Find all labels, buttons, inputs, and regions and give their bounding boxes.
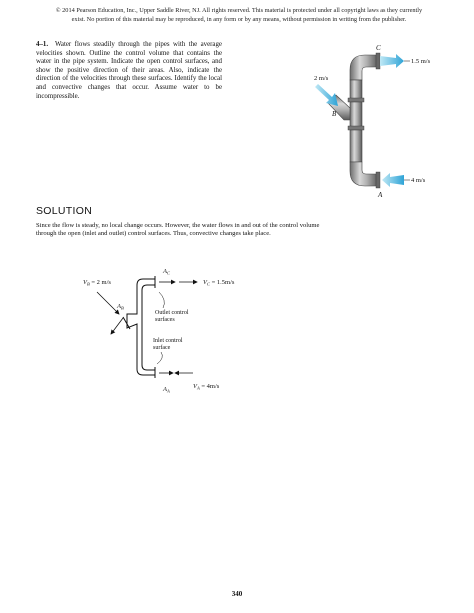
- pipe-upper-segment: [350, 80, 362, 100]
- label-c: C: [376, 44, 381, 52]
- vb-label: $V_B = 2$ m/s: [83, 279, 111, 287]
- vc-label: $V_C = 1.5m/s$: [203, 279, 235, 287]
- ac-label: $A_C$: [163, 268, 170, 276]
- inlet-surface-label-2: surface: [153, 345, 171, 351]
- aa-label: $A_A$: [163, 386, 170, 394]
- problem-number: 4–1.: [36, 41, 49, 48]
- control-volume-diagram: [75, 262, 285, 407]
- control-volume-outline: [127, 279, 155, 375]
- lower-elbow: [350, 162, 380, 188]
- leader-outlet: [159, 292, 164, 308]
- tee-fitting: [350, 102, 362, 128]
- leader-inlet: [157, 352, 162, 364]
- upper-elbow: [350, 53, 380, 80]
- page-number: 340: [231, 590, 243, 598]
- velocity-b-label: 2 m/s: [314, 75, 329, 82]
- flow-arrow-c: [380, 54, 404, 68]
- inlet-surface-label-1: Inlet control: [153, 338, 183, 344]
- label-a: A: [378, 191, 383, 199]
- solution-text: Since the flow is steady, no local change occurs. However, the water flows in and out of the control volume through the open (inlet and outlet) control surfaces. Thus, convective changes take place.: [36, 222, 320, 238]
- problem-text: Water flows steadily through the pipes with the average velocities shown. Outline the control volume that contains the water in the pipe system. Indicate the open control surfaces, and show the positive direction of their areas. Also, indicate the direction of the velocities through these surfaces. Identify the local and convective changes that occur. Assume water to be incompressible.: [36, 41, 222, 100]
- area-vector-b: [111, 318, 123, 334]
- ab-label: $A_B$: [117, 303, 124, 311]
- va-label: $V_A = 4m/s$: [193, 383, 220, 391]
- flow-arrow-b: [315, 84, 338, 106]
- problem-statement: [36, 41, 222, 101]
- solution-heading: SOLUTION: [36, 205, 93, 217]
- copyright-notice: [24, 7, 454, 24]
- velocity-vector-b: [97, 292, 119, 314]
- pipe-system-figure: [300, 40, 450, 200]
- outlet-surface-label-2: surfaces: [155, 317, 175, 323]
- pipe-lower-segment: [350, 130, 362, 162]
- outlet-surface-label-1: Outlet control: [155, 310, 189, 316]
- velocity-a-label: 4 m/s: [411, 177, 426, 184]
- label-b: B: [332, 110, 337, 118]
- copyright-line-1: © 2014 Pearson Education, Inc., Upper Saddle River, NJ. All rights reserved. This material is protected under all copyright laws as they currently: [55, 7, 423, 14]
- velocity-c-label: 1.5 m/s: [411, 58, 431, 65]
- copyright-line-2: exist. No portion of this material may be reproduced, in any form or by any means, without permission in writing from the publisher.: [71, 15, 407, 23]
- flow-arrow-a: [382, 173, 404, 187]
